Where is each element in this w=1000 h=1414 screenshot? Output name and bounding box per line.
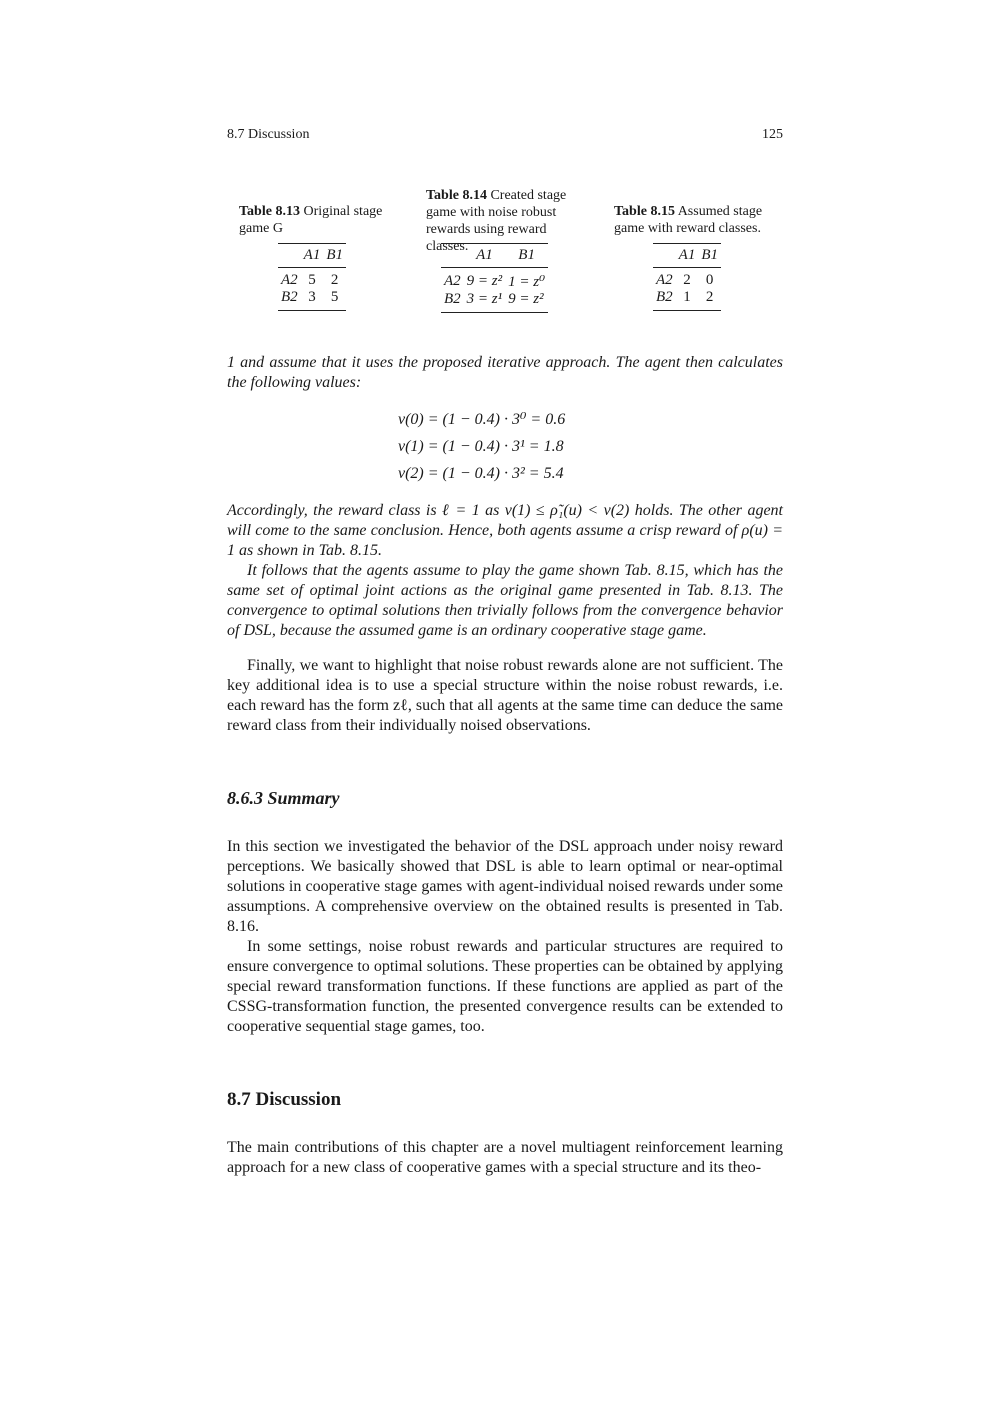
equation-v2: v(2) = (1 − 0.4) · 3² = 5.4 [398, 465, 564, 482]
equation-v0: v(0) = (1 − 0.4) · 3⁰ = 0.6 [398, 411, 566, 428]
finally-paragraph: Finally, we want to highlight that noise robust rewards alone are not sufficient. The key additional idea is to use a special structure within the noise robust rewards, i.e. each reward has the form zℓ, such that all agents at the same time can deduce the same reward class from their individually noised observations. [227, 657, 783, 734]
table-row [653, 268, 721, 290]
table-8-13 [278, 243, 346, 311]
table-cell: 3 [301, 289, 324, 311]
section-heading-summary: 8.6.3 Summary [227, 788, 340, 808]
col-header: B1 [505, 244, 548, 268]
table-8-15-label: Table 8.15 [614, 204, 675, 219]
running-head [227, 127, 783, 143]
row-header: B2 [653, 289, 676, 311]
table-row [278, 268, 346, 290]
row-header: B2 [278, 289, 301, 311]
equation-block [398, 406, 565, 487]
table-cell: 9 = z² [505, 291, 548, 313]
table-8-13-caption-text: Original stage game G [239, 204, 383, 236]
row-header: A2 [281, 272, 298, 288]
table-row [441, 268, 548, 292]
proof-paragraph-2: It follows that the agents assume to play the game shown Tab. 8.15, which has the same set of optimal joint actions as the original game presented in Tab. 8.13. The convergence to optimal solutions then trivially follows from the convergence behavior of DSL, because the assumed game is an ordinary cooperative stage game. [227, 562, 783, 639]
proof-intro: 1 and assume that it uses the proposed iterative approach. The agent then calculates the following values: [227, 354, 783, 391]
table-8-15-caption-text: Assumed stage game with reward classes. [614, 204, 763, 236]
table-8-14-caption-text: Created stage game with noise robust rewards using reward classes. [426, 188, 567, 254]
table-row [441, 291, 548, 313]
table-8-15 [653, 243, 721, 311]
page-number: 125 [762, 127, 783, 142]
table-cell: 1 [676, 289, 699, 311]
table-row [278, 289, 346, 311]
table-cell: 1 = z⁰ [508, 274, 546, 290]
equation-v1: v(1) = (1 − 0.4) · 3¹ = 1.8 [398, 438, 564, 455]
running-head-section: 8.7 Discussion [227, 127, 310, 142]
proof-paragraph-1: Accordingly, the reward class is ℓ = 1 as v(1) ≤ ρ̃₁(u) < v(2) holds. The other agent will come to the same conclusion. Hence, both agents assume a crisp reward of ρ(u) = 1 as shown in Tab. 8.15. [227, 502, 783, 559]
table-cell: 5 [308, 272, 316, 288]
table-8-14 [441, 243, 548, 313]
table-8-15-caption [614, 203, 784, 237]
row-header: A2 [444, 273, 461, 289]
table-cell: 9 = z² [466, 273, 503, 289]
col-header: A1 [301, 244, 324, 268]
row-header: A2 [656, 272, 673, 288]
col-header: A1 [676, 244, 699, 268]
proof-body [227, 501, 783, 641]
table-row [653, 289, 721, 311]
table-8-14-label: Table 8.14 [426, 188, 487, 203]
table-cell: 2 [698, 289, 721, 311]
table-8-13-caption [239, 203, 399, 237]
summary-paragraph-1: In this section we investigated the behavior of the DSL approach under noisy reward perceptions. We basically showed that DSL is able to learn optimal or near-optimal solutions in cooperative stage games with agent-individual noised rewards under some assumptions. A comprehensive overview on the obtained results is presented in Tab. 8.16. [227, 838, 783, 935]
col-header: A1 [464, 244, 505, 268]
table-cell: 3 = z¹ [464, 291, 505, 313]
summary-paragraph-2: In some settings, noise robust rewards and particular structures are required to ensure convergence to optimal solutions. These properties can be obtained by applying special reward transformation functions. If these functions are applied as part of the CSSG-transformation function, the presented convergence results can be extended to cooperative sequential stage games, too. [227, 938, 783, 1035]
table-8-13-label: Table 8.13 [239, 204, 300, 219]
table-cell: 2 [330, 272, 339, 288]
summary-body [227, 837, 783, 1037]
col-header: B1 [698, 244, 721, 268]
table-cell: 2 [683, 272, 691, 288]
col-header: B1 [323, 244, 346, 268]
table-cell: 0 [705, 272, 714, 288]
row-header: B2 [441, 291, 464, 313]
discussion-paragraph-1: The main contributions of this chapter are a novel multiagent reinforcement learning approach for a new class of cooperative games with a special structure and its theo- [227, 1139, 783, 1176]
discussion-body [227, 1138, 783, 1178]
table-cell: 5 [323, 289, 346, 311]
section-heading-discussion: 8.7 Discussion [227, 1089, 342, 1110]
